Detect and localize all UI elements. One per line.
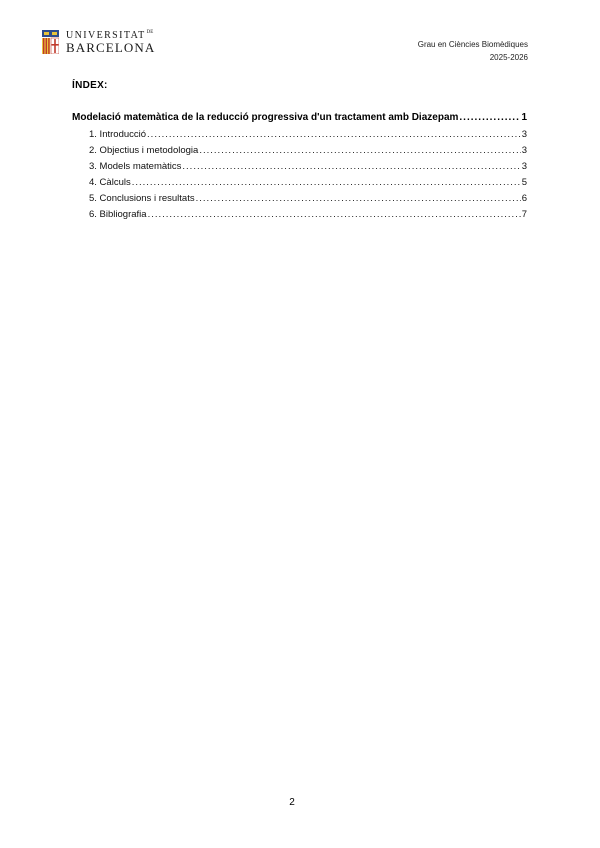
toc-entry-label: 6. Bibliografia — [89, 209, 147, 220]
header-degree: Grau en Ciències Biomèdiques — [417, 40, 528, 49]
toc-entry[interactable] — [72, 129, 527, 145]
page-number: 2 — [289, 797, 295, 808]
toc-entry-page: 7 — [521, 209, 527, 220]
logo-text-barcelona: BARCELONA — [66, 40, 156, 55]
toc-entry-label: 5. Conclusions i resultats — [89, 193, 195, 204]
toc-leader — [196, 193, 521, 204]
toc-main-page: 1 — [521, 112, 527, 123]
toc-leader — [182, 161, 520, 172]
index-title: ÍNDEX: — [72, 80, 108, 91]
university-shield-icon — [42, 30, 59, 54]
toc-entry-label: 2. Objectius i metodologia — [89, 145, 199, 156]
toc-entry-page: 3 — [521, 161, 527, 172]
toc-entry[interactable] — [72, 177, 527, 193]
toc-entry-label: 4. Càlculs — [89, 177, 131, 188]
toc-entry-page: 3 — [521, 129, 527, 140]
toc-leader — [132, 177, 521, 188]
logo-text-universitat: $UNIVERSITAT^{DE}$ — [66, 30, 154, 41]
toc-entry[interactable] — [72, 209, 527, 225]
toc-entry-page: 6 — [521, 193, 527, 204]
header-year: 2025-2026 — [489, 53, 528, 62]
toc-entry[interactable] — [72, 161, 527, 177]
toc-leader — [459, 112, 520, 123]
toc-entry-label: 1. Introducció — [89, 129, 147, 140]
toc-leader — [199, 145, 520, 156]
university-logo — [42, 30, 154, 54]
toc-main-entry[interactable] — [72, 112, 527, 129]
toc-leader — [148, 209, 521, 220]
toc-entry[interactable] — [72, 193, 527, 209]
table-of-contents — [72, 112, 527, 225]
toc-entry-label: 3. Models matemàtics — [89, 161, 182, 172]
toc-entry[interactable] — [72, 145, 527, 161]
toc-entry-page: 3 — [521, 145, 527, 156]
toc-main-title: Modelació matemàtica de la reducció progressiva d'un tractament amb Diazepam — [72, 112, 459, 123]
toc-entry-page: 5 — [521, 177, 527, 188]
toc-leader — [147, 129, 521, 140]
